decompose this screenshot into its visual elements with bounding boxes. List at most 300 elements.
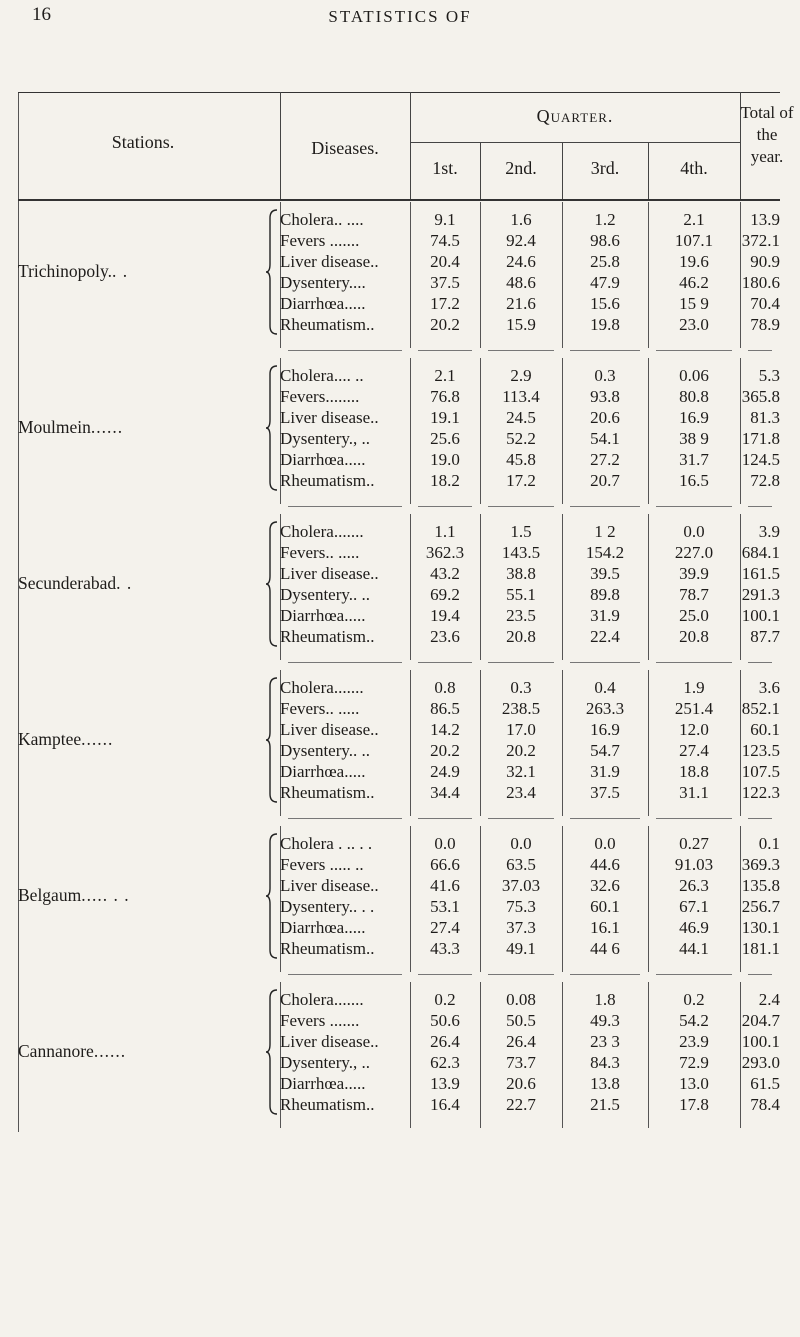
quarter-value: 27.4: [679, 741, 709, 760]
quarter-value: 238.5: [501, 699, 541, 718]
quarter-value: 26.4: [430, 1032, 460, 1051]
station-leader-dots: ......: [93, 1040, 127, 1061]
quarter-value: 13.9: [430, 1074, 460, 1093]
disease-name: Cholera.......: [280, 678, 364, 697]
block-separator: [288, 662, 402, 663]
quarter-value: 0.0: [434, 834, 456, 853]
block-separator: [570, 506, 640, 507]
total-value: 204.7: [741, 1011, 780, 1030]
disease-name: Liver disease..: [280, 252, 379, 271]
station-block: [18, 514, 780, 670]
block-separator: [656, 818, 732, 819]
total-value: 180.6: [741, 273, 780, 292]
quarter-value: 76.8: [430, 387, 460, 406]
disease-name: Dysentery.. ..: [280, 585, 371, 604]
diseases-header: Diseases.: [311, 138, 379, 158]
quarter-value: 17.0: [506, 720, 536, 739]
disease-rows: [18, 366, 780, 492]
total-value: 293.0: [741, 1053, 780, 1072]
quarter-3rd-header: 3rd.: [590, 158, 620, 178]
block-separator: [488, 974, 554, 975]
quarter-value: 16.9: [679, 408, 709, 427]
quarter-value: 0.3: [510, 678, 532, 697]
quarter-value: 31.9: [590, 606, 620, 625]
quarter-value: 20.8: [506, 627, 536, 646]
disease-name: Cholera . .. . .: [280, 834, 373, 853]
quarter-value: 24.6: [506, 252, 536, 271]
quarter-value: 1.6: [510, 210, 532, 229]
station-leader-dots: ..... . .: [81, 884, 130, 905]
table-row: [18, 471, 780, 492]
quarter-value: 0.0: [683, 522, 705, 541]
quarter-value: 46.2: [679, 273, 709, 292]
quarter-value: 13.0: [679, 1074, 709, 1093]
table-row: [18, 678, 780, 699]
quarter-value: 0.2: [434, 990, 456, 1009]
disease-name: Dysentery., ..: [280, 429, 371, 448]
total-value: 372.1: [741, 231, 780, 250]
table-row: [18, 231, 780, 252]
disease-name: Rheumatism..: [280, 471, 375, 490]
quarter-value: 52.2: [506, 429, 536, 448]
table-row: [18, 294, 780, 315]
quarter-value: 37.5: [590, 783, 620, 802]
quarter-value: 73.7: [506, 1053, 536, 1072]
quarter-value: 2.1: [683, 210, 705, 229]
table-row: [18, 387, 780, 408]
disease-name: Fevers .......: [280, 231, 360, 250]
quarter-value: 16.4: [430, 1095, 460, 1114]
disease-name: Fevers........: [280, 387, 360, 406]
table-row: [18, 939, 780, 960]
station-block: [18, 826, 780, 982]
quarter-value: 23.0: [679, 315, 709, 334]
quarter-value: 26.3: [679, 876, 709, 895]
block-separator: [288, 506, 402, 507]
quarter-value: 31.1: [679, 783, 709, 802]
quarter-value: 1.2: [594, 210, 616, 229]
quarter-value: 0.0: [594, 834, 616, 853]
quarter-value: 46.9: [679, 918, 709, 937]
header-top-rule: [18, 92, 780, 93]
table-row: [18, 543, 780, 564]
quarter-value: 18.2: [430, 471, 460, 490]
total-value: 124.5: [741, 450, 780, 469]
quarter-value: 17.2: [506, 471, 536, 490]
table-row: [18, 606, 780, 627]
quarter-value: 0.8: [434, 678, 456, 697]
block-separator: [748, 662, 772, 663]
disease-rows: [18, 522, 780, 648]
total-value: 107.5: [741, 762, 780, 781]
disease-name: Cholera.... ..: [280, 366, 364, 385]
quarter-value: 72.9: [679, 1053, 709, 1072]
table-row: [18, 252, 780, 273]
disease-name: Diarrhœa.....: [280, 450, 366, 469]
table-row: [18, 408, 780, 429]
quarter-value: 20.2: [430, 741, 460, 760]
station-blocks: [18, 202, 780, 1138]
station-block: [18, 358, 780, 514]
quarter-value: 49.1: [506, 939, 536, 958]
total-value: 684.1: [741, 543, 780, 562]
disease-name: Rheumatism..: [280, 1095, 375, 1114]
block-separator: [488, 662, 554, 663]
quarter-value: 1.8: [594, 990, 616, 1009]
quarter-value: 16.5: [679, 471, 709, 490]
quarter-value: 20.2: [506, 741, 536, 760]
total-value: 130.1: [741, 918, 780, 937]
disease-name: Liver disease..: [280, 720, 379, 739]
quarter-value: 0.0: [510, 834, 532, 853]
station-label: Belgaum: [18, 884, 82, 905]
total-value: 13.9: [750, 210, 780, 229]
quarter-value: 0.3: [594, 366, 616, 385]
disease-name: Diarrhœa.....: [280, 606, 366, 625]
block-separator: [748, 350, 772, 351]
table-row: [18, 1053, 780, 1074]
station-label: Cannanore: [18, 1040, 94, 1061]
block-separator: [748, 818, 772, 819]
quarter-value: 47.9: [590, 273, 620, 292]
quarter-4th-header: 4th.: [680, 158, 708, 178]
block-separator: [570, 818, 640, 819]
quarter-rule: [410, 142, 740, 143]
total-value: 81.3: [750, 408, 780, 427]
quarter-value: 16.1: [590, 918, 620, 937]
station-leader-dots: . .: [112, 260, 129, 281]
station-label: Trichinopoly.: [18, 260, 112, 281]
quarter-value: 67.1: [679, 897, 709, 916]
disease-name: Fevers .......: [280, 1011, 360, 1030]
disease-name: Liver disease..: [280, 876, 379, 895]
disease-name: Dysentery.. . .: [280, 897, 375, 916]
quarter-value: 23.4: [506, 783, 536, 802]
quarter-value: 23 3: [590, 1032, 620, 1051]
quarter-value: 15.9: [506, 315, 536, 334]
total-value: 135.8: [741, 876, 780, 895]
quarter-value: 44 6: [590, 939, 620, 958]
station-leader-dots: ......: [90, 416, 124, 437]
block-separator: [748, 506, 772, 507]
table-row: [18, 897, 780, 918]
total-value: 291.3: [741, 585, 780, 604]
quarter-value: 89.8: [590, 585, 620, 604]
disease-name: Diarrhœa.....: [280, 918, 366, 937]
total-value: 161.5: [741, 564, 780, 583]
block-separator: [656, 662, 732, 663]
disease-name: Cholera.. ....: [280, 210, 364, 229]
table-row: [18, 1011, 780, 1032]
quarter-value: 92.4: [506, 231, 536, 250]
quarter-value: 80.8: [679, 387, 709, 406]
total-value: 87.7: [750, 627, 780, 646]
page-number: 16: [32, 4, 51, 25]
block-separator: [488, 350, 554, 351]
quarter-value: 0.27: [679, 834, 709, 853]
quarter-value: 107.1: [674, 231, 714, 250]
disease-rows: [18, 834, 780, 960]
quarter-value: 20.7: [590, 471, 620, 490]
total-value: 0.1: [758, 834, 780, 853]
quarter-value: 24.9: [430, 762, 460, 781]
quarter-value: 15.6: [590, 294, 620, 313]
total-value: 123.5: [741, 741, 780, 760]
disease-name: Liver disease..: [280, 564, 379, 583]
quarter-value: 1 2: [594, 522, 616, 541]
block-separator: [288, 350, 402, 351]
table-row: [18, 1032, 780, 1053]
quarter-value: 17.2: [430, 294, 460, 313]
table-row: [18, 1095, 780, 1116]
quarter-value: 93.8: [590, 387, 620, 406]
table-row: [18, 564, 780, 585]
block-separator: [288, 974, 402, 975]
quarter-value: 251.4: [674, 699, 714, 718]
quarter-value: 32.1: [506, 762, 536, 781]
quarter-value: 22.4: [590, 627, 620, 646]
header-bottom-rule: [18, 199, 780, 201]
table-header: [18, 92, 794, 200]
quarter-value: 18.8: [679, 762, 709, 781]
block-separator: [570, 350, 640, 351]
quarter-1st-header: 1st.: [432, 158, 458, 178]
table-row: [18, 627, 780, 648]
disease-name: Cholera.......: [280, 990, 364, 1009]
station-block: [18, 202, 780, 358]
disease-name: Rheumatism..: [280, 783, 375, 802]
table-row: [18, 429, 780, 450]
quarter-value: 113.4: [502, 387, 540, 406]
quarter-value: 21.6: [506, 294, 536, 313]
quarter-value: 16.9: [590, 720, 620, 739]
quarter-value: 44.6: [590, 855, 620, 874]
total-value: 78.4: [750, 1095, 780, 1114]
quarter-value: 20.6: [506, 1074, 536, 1093]
block-separator: [418, 974, 472, 975]
quarter-value: 74.5: [430, 231, 460, 250]
total-value: 70.4: [750, 294, 780, 313]
quarter-value: 50.6: [430, 1011, 460, 1030]
quarter-value: 227.0: [674, 543, 714, 562]
block-separator: [418, 350, 472, 351]
station-block: [18, 670, 780, 826]
quarter-value: 2.9: [510, 366, 532, 385]
total-value: 60.1: [750, 720, 780, 739]
table-row: [18, 762, 780, 783]
quarter-value: 91.03: [674, 855, 714, 874]
total-value: 72.8: [750, 471, 780, 490]
quarter-value: 25.6: [430, 429, 460, 448]
quarter-value: 39.9: [679, 564, 709, 583]
quarter-value: 22.7: [506, 1095, 536, 1114]
total-value: 852.1: [741, 699, 780, 718]
block-separator: [488, 818, 554, 819]
quarter-value: 19.8: [590, 315, 620, 334]
block-separator: [656, 506, 732, 507]
quarter-value: 45.8: [506, 450, 536, 469]
quarter-value: 23.9: [679, 1032, 709, 1051]
quarter-value: 49.3: [590, 1011, 620, 1030]
station-leader-dots: . .: [116, 572, 133, 593]
quarter-value: 75.3: [506, 897, 536, 916]
quarter-value: 78.7: [679, 585, 709, 604]
block-separator: [288, 818, 402, 819]
total-value: 5.3: [758, 366, 780, 385]
station-label: Moulmein: [18, 416, 91, 437]
station-label: Secunderabad: [18, 572, 117, 593]
table-row: [18, 741, 780, 762]
quarter-value: 38 9: [679, 429, 709, 448]
quarter-value: 63.5: [506, 855, 536, 874]
quarter-value: 1.1: [434, 522, 456, 541]
table-row: [18, 783, 780, 804]
total-value: 100.1: [741, 1032, 780, 1051]
total-value: 122.3: [741, 783, 780, 802]
quarter-value: 23.5: [506, 606, 536, 625]
stations-header: Stations.: [111, 132, 175, 152]
quarter-value: 25.0: [679, 606, 709, 625]
station-leader-dots: ......: [81, 728, 114, 749]
table-row: [18, 876, 780, 897]
quarter-value: 41.6: [430, 876, 460, 895]
quarter-value: 20.4: [430, 252, 460, 271]
block-separator: [570, 974, 640, 975]
disease-name: Rheumatism..: [280, 627, 375, 646]
total-header: Total of the year.: [740, 103, 794, 166]
table-row: [18, 585, 780, 606]
total-value: 3.9: [758, 522, 780, 541]
quarter-header: Quarter.: [536, 106, 614, 126]
quarter-value: 60.1: [590, 897, 620, 916]
quarter-value: 54.7: [590, 741, 620, 760]
quarter-value: 55.1: [506, 585, 536, 604]
quarter-value: 17.8: [679, 1095, 709, 1114]
quarter-value: 21.5: [590, 1095, 620, 1114]
block-separator: [656, 350, 732, 351]
quarter-value: 38.8: [506, 564, 536, 583]
block-separator: [418, 506, 472, 507]
disease-name: Diarrhœa.....: [280, 762, 366, 781]
quarter-value: 1.5: [510, 522, 532, 541]
table-row: [18, 834, 780, 855]
total-value: 100.1: [741, 606, 780, 625]
disease-name: Dysentery....: [280, 273, 366, 292]
quarter-value: 20.8: [679, 627, 709, 646]
block-separator: [418, 662, 472, 663]
quarter-value: 31.7: [679, 450, 709, 469]
quarter-value: 50.5: [506, 1011, 536, 1030]
quarter-value: 0.4: [594, 678, 616, 697]
quarter-value: 19.4: [430, 606, 460, 625]
block-separator: [748, 974, 772, 975]
table-row: [18, 450, 780, 471]
disease-rows: [18, 210, 780, 336]
quarter-value: 154.2: [585, 543, 625, 562]
quarter-value: 54.2: [679, 1011, 709, 1030]
table-row: [18, 315, 780, 336]
disease-name: Cholera.......: [280, 522, 364, 541]
quarter-value: 25.8: [590, 252, 620, 271]
quarter-value: 53.1: [430, 897, 460, 916]
station-label: Kamptee: [18, 728, 82, 749]
table-row: [18, 273, 780, 294]
quarter-value: 26.4: [506, 1032, 536, 1051]
quarter-value: 37.3: [506, 918, 536, 937]
quarter-value: 43.3: [430, 939, 460, 958]
quarter-value: 0.2: [683, 990, 705, 1009]
total-value: 90.9: [750, 252, 780, 271]
disease-name: Dysentery.. ..: [280, 741, 371, 760]
quarter-value: 9.1: [434, 210, 456, 229]
quarter-value: 1.9: [683, 678, 705, 697]
quarter-value: 0.06: [679, 366, 709, 385]
running-head: STATISTICS OF: [328, 7, 472, 26]
total-value: 61.5: [750, 1074, 780, 1093]
quarter-value: 37.5: [430, 273, 460, 292]
total-value: 181.1: [741, 939, 780, 958]
quarter-value: 48.6: [506, 273, 536, 292]
quarter-value: 2.1: [434, 366, 456, 385]
disease-name: Fevers ..... ..: [280, 855, 364, 874]
table-row: [18, 1074, 780, 1095]
quarter-value: 66.6: [430, 855, 460, 874]
quarter-value: 20.6: [590, 408, 620, 427]
total-value: 2.4: [758, 990, 780, 1009]
quarter-value: 44.1: [679, 939, 709, 958]
disease-name: Diarrhœa.....: [280, 1074, 366, 1093]
quarter-value: 24.5: [506, 408, 536, 427]
quarter-value: 37.03: [501, 876, 541, 895]
table-row: [18, 699, 780, 720]
table-row: [18, 720, 780, 741]
quarter-value: 362.3: [425, 543, 465, 562]
quarter-value: 15 9: [679, 294, 709, 313]
quarter-2nd-header: 2nd.: [505, 158, 537, 178]
quarter-value: 13.8: [590, 1074, 620, 1093]
quarter-value: 27.2: [590, 450, 620, 469]
quarter-value: 84.3: [590, 1053, 620, 1072]
disease-name: Liver disease..: [280, 408, 379, 427]
total-value: 3.6: [758, 678, 780, 697]
disease-name: Fevers.. .....: [280, 543, 360, 562]
disease-name: Fevers.. .....: [280, 699, 360, 718]
quarter-value: 14.2: [430, 720, 460, 739]
disease-rows: [18, 678, 780, 804]
total-value: 256.7: [741, 897, 780, 916]
quarter-value: 19.0: [430, 450, 460, 469]
total-value: 369.3: [741, 855, 780, 874]
total-value: 365.8: [741, 387, 780, 406]
disease-rows: [18, 990, 780, 1116]
quarter-value: 39.5: [590, 564, 620, 583]
block-separator: [488, 506, 554, 507]
disease-name: Diarrhœa.....: [280, 294, 366, 313]
total-value: 171.8: [741, 429, 780, 448]
table-row: [18, 210, 780, 231]
quarter-value: 34.4: [430, 783, 460, 802]
block-separator: [418, 818, 472, 819]
quarter-value: 98.6: [590, 231, 620, 250]
disease-name: Rheumatism..: [280, 315, 375, 334]
quarter-value: 62.3: [430, 1053, 460, 1072]
quarter-value: 19.6: [679, 252, 709, 271]
quarter-value: 86.5: [430, 699, 460, 718]
disease-name: Dysentery., ..: [280, 1053, 371, 1072]
table-row: [18, 990, 780, 1011]
disease-name: Liver disease..: [280, 1032, 379, 1051]
quarter-value: 20.2: [430, 315, 460, 334]
